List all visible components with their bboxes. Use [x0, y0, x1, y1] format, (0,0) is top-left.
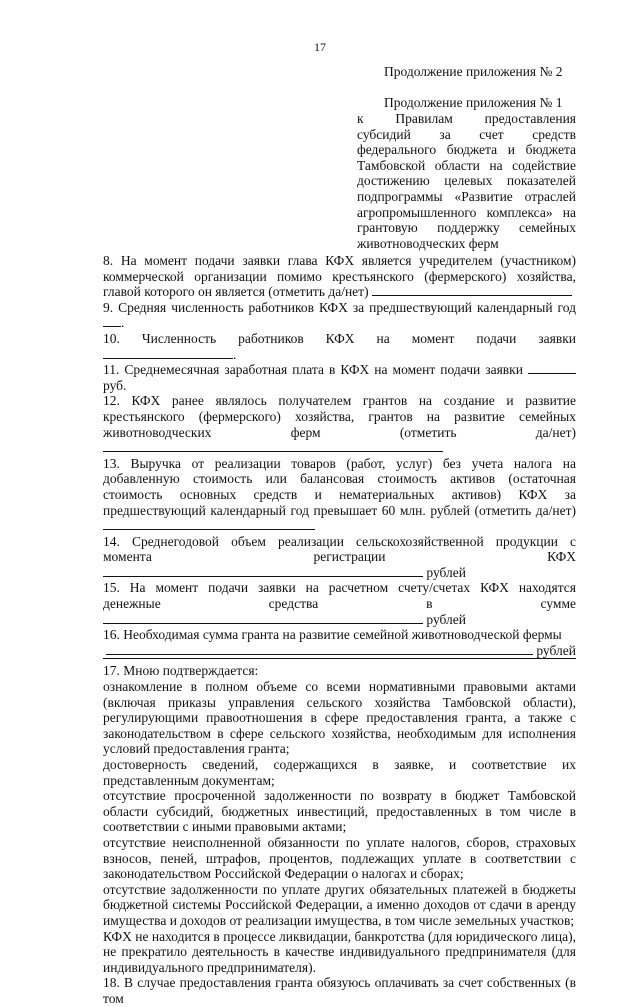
- item-13: [103, 456, 576, 534]
- item-14-text: 14. Среднегодовой объем реализации сельскохозяйственной продукции с момента регистрации КФХ: [103, 533, 576, 565]
- confirm-item-1: ознакомление в полном объеме со всеми нормативными правовыми актами (включая приказы управления сельского хозяйства Тамбовской области), регулирующими правоотношения в сфере предоставления гранта, а также с законодательством в сфере сельского хозяйства, необходимым для исполнения условий предоставления гранта;: [103, 679, 576, 757]
- item-13-text: 13. Выручка от реализации товаров (работ, услуг) без учета налога на добавленную стоимость или балансовая стоимость активов (остаточная стоимость основных средств и нематериальных активов) КФХ за предшествующий календарный год превышает 60 млн. рублей (отметить да/нет): [103, 455, 576, 518]
- item-9-text: 9. Средняя численность работников КФХ за предшествующий календарный год: [103, 299, 576, 315]
- item-9: 9. Средняя численность работников КФХ за предшествующий календарный год .: [103, 299, 576, 331]
- item-8: [103, 253, 576, 300]
- item-15-blank[interactable]: [103, 612, 423, 624]
- item-15: [103, 580, 576, 627]
- item-15-unit: рублей: [426, 611, 467, 627]
- confirm-item-4: отсутствие неисполненной обязанности по уплате налогов, сборов, страховых взносов, пеней, штрафов, процентов, подлежащих уплате в соответствии с законодательством Российской Федерации о налогах и сборах;: [103, 834, 576, 882]
- item-10: 10. Численность работников КФХ на момент подачи заявки .: [103, 330, 576, 362]
- item-16-unit: рублей: [536, 642, 576, 658]
- item-11-blank[interactable]: [528, 362, 576, 374]
- continuation-appendix-1: Продолжение приложения № 1: [384, 95, 563, 110]
- item-18: 18. В случае предоставления гранта обязуюсь оплачивать за счет собственных (в том: [103, 975, 576, 1006]
- item-12-text: 12. КФХ ранее являлось получателем грантов на создание и развитие крестьянского (фермерского) хозяйства, грантов на развитие семейных животноводческих ферм (отметить да/нет): [103, 393, 576, 440]
- item-14: [103, 534, 576, 581]
- rules-reference: к Правилам предоставления субсидий за счет средств федерального бюджета и бюджета Тамбовской области на содействие достижению целевых показателей подпрограммы «Развитие отраслей агропромышленного комплекса» на грантовую поддержку семейных животноводческих ферм: [357, 111, 576, 251]
- confirm-item-5: отсутствие задолженности по уплате других обязательных платежей в бюджеты бюджетной системы Российской Федерации, а именно доходов от сдачи в аренду имущества и доходов от реализации имущества, в том числе земельных участков;: [103, 881, 576, 928]
- item-14-unit: рублей: [426, 564, 467, 580]
- item-10-blank[interactable]: [103, 347, 233, 359]
- item-16-text: 16. Необходимая сумма гранта на развитие семейной животноводческой фермы: [103, 627, 562, 643]
- confirm-item-3: отсутствие просроченной задолженности по возврату в бюджет Тамбовской области субсидий, бюджетных инвестиций, предоставленных в том числе в соответствии с иными правовыми актами;: [103, 788, 576, 835]
- section-divider: [103, 658, 576, 659]
- confirm-item-2: достоверность сведений, содержащихся в заявке, и соответствие их представленным документам;: [103, 757, 576, 788]
- item-11: [103, 362, 576, 393]
- item-14-blank[interactable]: [103, 565, 423, 577]
- page-number: 17: [314, 40, 326, 54]
- item-16: [103, 627, 576, 643]
- item-10-text: 10. Численность работников КФХ на момент подачи заявки: [103, 330, 576, 346]
- item-12: [103, 393, 576, 455]
- confirm-item-6: КФХ не находится в процессе ликвидации, банкротства (для юридического лица), не прекратило деятельность в качестве индивидуального предпринимателя (для индивидуального предпринимателя).: [103, 928, 576, 975]
- continuation-appendix-2: Продолжение приложения № 2: [384, 64, 563, 79]
- item-13-blank[interactable]: [103, 518, 315, 530]
- form-body: [103, 253, 576, 1007]
- item-11-text: 11. Среднемесячная заработная плата в КФХ на момент подачи заявки: [103, 362, 523, 378]
- item-16-line: [103, 643, 576, 659]
- item-16-blank[interactable]: [106, 643, 533, 655]
- item-12-blank[interactable]: [103, 440, 443, 452]
- item-8-text: 8. На момент подачи заявки глава КФХ является учредителем (участником) коммерческой организации помимо крестьянского (фермерского) хозяйства, главой которого он является (отметить да/нет): [103, 253, 576, 300]
- item-9-blank[interactable]: [103, 315, 121, 327]
- item-15-text: 15. На момент подачи заявки на расчетном счету/счетах КФХ находятся денежные средства в сумме: [103, 580, 576, 612]
- item-17-title: 17. Мною подтверждается:: [103, 663, 259, 679]
- item-8-blank[interactable]: [372, 284, 572, 296]
- item-11-unit: руб.: [103, 377, 127, 393]
